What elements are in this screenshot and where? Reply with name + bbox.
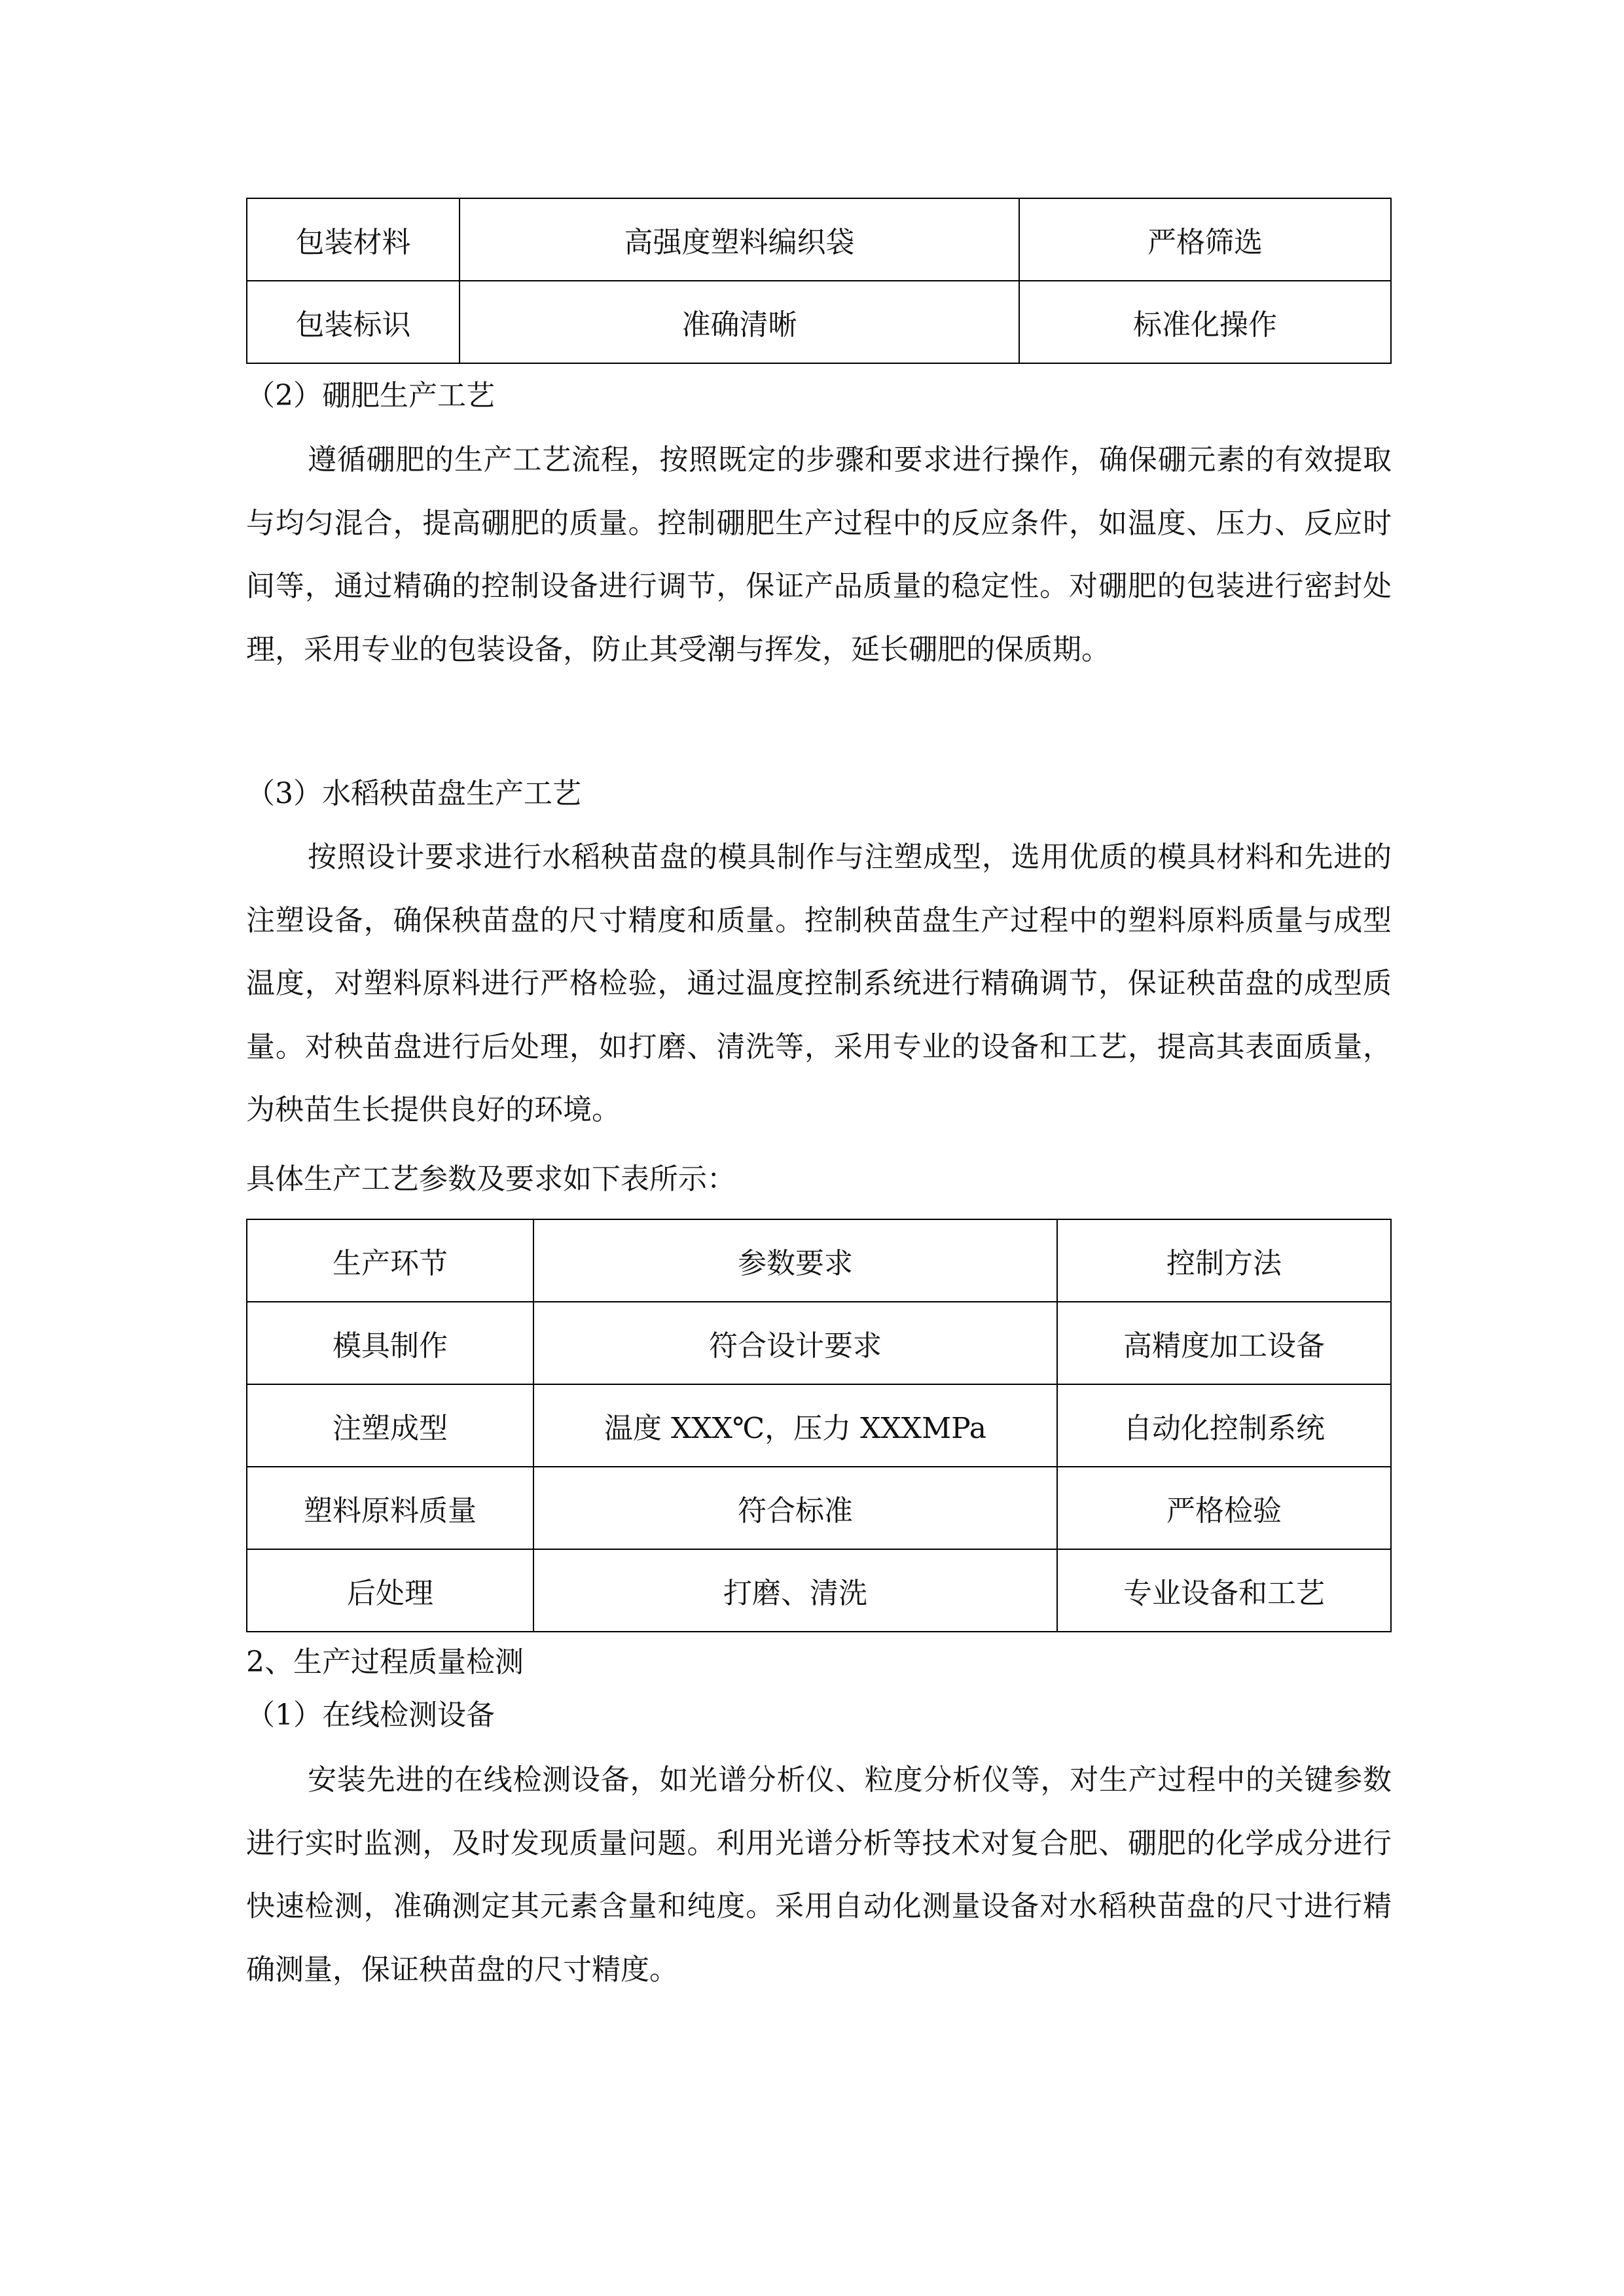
table-cell: 后处理 [247,1549,533,1632]
paragraph-quality: 安装先进的在线检测设备，如光谱分析仪、粒度分析仪等，对生产过程中的关键参数进行实时监测，及时发现质量问题。利用光谱分析等技术对复合肥、硼肥的化学成分进行快速检测，准确测定其元素含量和纯度。采用自动化测量设备对水稻秧苗盘的尺寸进行精确测量，保证秧苗盘的尺寸精度。 [246,1763,1392,1986]
table-cell: 模具制作 [247,1302,533,1384]
column-header: 参数要求 [533,1219,1057,1302]
section-heading-quality: 2、生产过程质量检测 [246,1645,524,1679]
table-row [247,1384,1391,1467]
table-cell: 高强度塑料编织袋 [460,198,1019,281]
table-cell: 自动化控制系统 [1057,1384,1391,1467]
process-parameters-table [246,1219,1392,1632]
table-cell: 标准化操作 [1019,281,1391,363]
table-cell: 专业设备和工艺 [1057,1549,1391,1632]
table-cell: 温度 XXX℃，压力 XXXMPa [533,1384,1057,1467]
packaging-table [246,198,1392,364]
table-row [247,198,1391,281]
section-heading-tray: （3）水稻秧苗盘生产工艺 [246,777,581,810]
table-header-row [247,1219,1391,1302]
table-row [247,1549,1391,1632]
table-cell: 塑料原料质量 [247,1467,533,1549]
table-intro: 具体生产工艺参数及要求如下表所示： [246,1162,736,1196]
table-cell: 准确清晰 [460,281,1019,363]
table-row [247,281,1391,363]
table-cell: 高精度加工设备 [1057,1302,1391,1384]
table-cell: 符合设计要求 [533,1302,1057,1384]
table-cell: 严格检验 [1057,1467,1391,1549]
paragraph-tray: 按照设计要求进行水稻秧苗盘的模具制作与注塑成型，选用优质的模具材料和先进的注塑设备，确保秧苗盘的尺寸精度和质量。控制秧苗盘生产过程中的塑料原料质量与成型温度，对塑料原料进行严格检验，通过温度控制系统进行精确调节，保证秧苗盘的成型质量。对秧苗盘进行后处理，如打磨、清洗等，采用专业的设备和工艺，提高其表面质量，为秧苗生长提供良好的环境。 [246,840,1392,1126]
paragraph-boron: 遵循硼肥的生产工艺流程，按照既定的步骤和要求进行操作，确保硼元素的有效提取与均匀混合，提高硼肥的质量。控制硼肥生产过程中的反应条件，如温度、压力、反应时间等，通过精确的控制设备进行调节，保证产品质量的稳定性。对硼肥的包装进行密封处理，采用专业的包装设备，防止其受潮与挥发，延长硼肥的保质期。 [246,443,1392,666]
table-row [247,1302,1391,1384]
table-cell: 包装标识 [247,281,460,363]
table-cell: 注塑成型 [247,1384,533,1467]
column-header: 生产环节 [247,1219,533,1302]
section-heading-boron: （2）硼肥生产工艺 [246,379,495,412]
column-header: 控制方法 [1057,1219,1391,1302]
table-cell: 严格筛选 [1019,198,1391,281]
table-row [247,1467,1391,1549]
table-cell: 打磨、清洗 [533,1549,1057,1632]
table-cell: 符合标准 [533,1467,1057,1549]
subheading-online-detection: （1）在线检测设备 [246,1698,495,1732]
table-cell: 包装材料 [247,198,460,281]
